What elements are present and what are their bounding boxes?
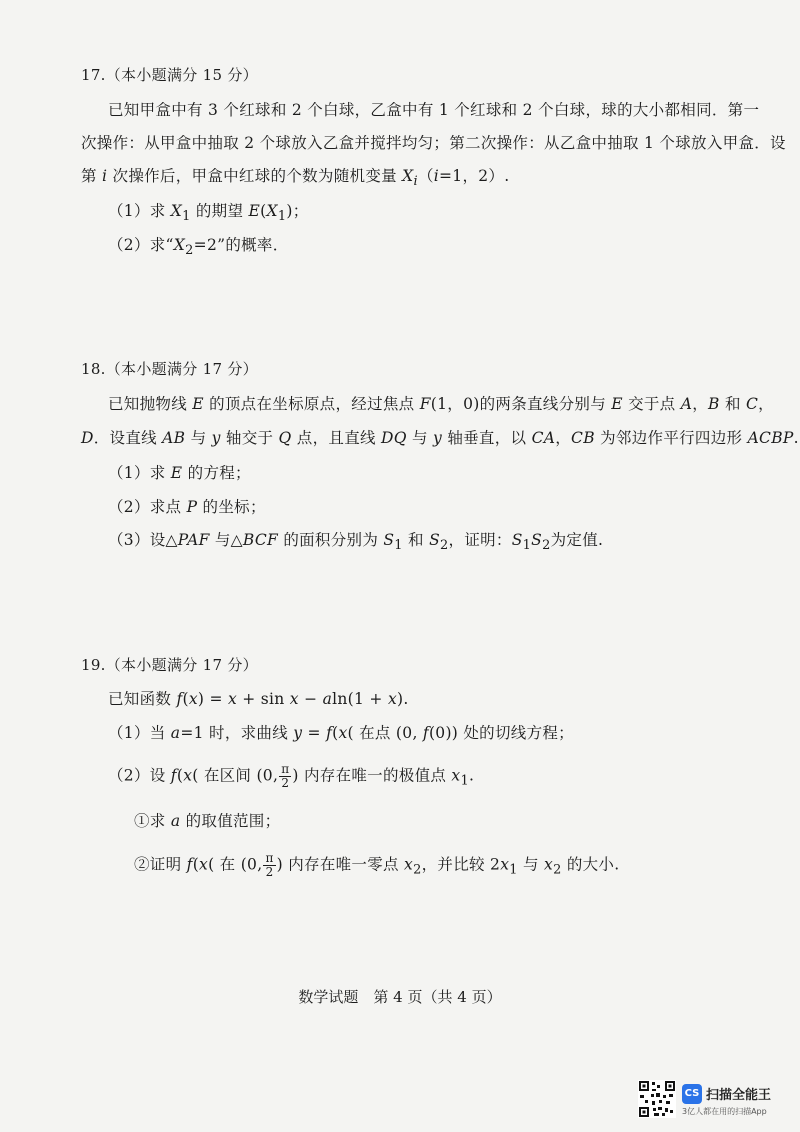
scanner-app-name: 扫描全能王 [706,1088,772,1103]
q19-sub2: ②证明 f(x( 在 (0, $\frac{\pi}{2}$ ) 内存在唯一零点 $x_2$，并比较 $2x_1$ 与 $x_2$ 的大小. [134,851,620,879]
q19-sub1: ①求 a 的取值范围； [134,812,281,830]
scanner-tagline: 3亿人都在用的扫描App [682,1107,767,1116]
q19-part2: （2）设 f(x( 在区间 (0, $\frac{\pi}{2}$ ) 内存在唯一的极值点 $x_1$. [108,762,475,790]
q19-line1: 已知函数 f(x) = x + sin x − aln(1 + x). [108,690,409,708]
q17-line3: 第 i 次操作后，甲盒中红球的个数为随机变量 $X_i(i=1$，2）. [81,167,510,190]
q17-part1: （1）求 $X_1$ 的期望 $E(X_1)$； [108,202,309,225]
scanner-watermark [638,1080,788,1120]
q18-line1: 已知抛物线 E 的顶点在坐标原点，经过焦点 F(1，0)的两条直线分别与 E 交于点 A，B 和 C， [108,395,774,413]
q18-part2: （2）求点 P 的坐标； [108,498,266,516]
q19-title: 19.（本小题满分 17 分） [81,656,258,674]
q18-part1: （1）求 E 的方程； [108,464,251,482]
q17-line2: 次操作：从甲盒中抽取 2 个球放入乙盒并搅拌均匀；第二次操作：从乙盒中抽取 1 个球放入甲盒．设 [81,134,786,152]
q18-title: 18.（本小题满分 17 分） [81,360,258,378]
qr-code-icon [638,1080,676,1118]
pi-over-two-fraction: $\frac{\pi}{2}$ [281,762,290,790]
q17-title: 17.（本小题满分 15 分） [81,66,258,84]
q17-part2: （2）求“$X_2=2$”的概率． [108,236,289,259]
pi-over-two-fraction: $\frac{\pi}{2}$ [265,851,274,879]
q18-line2: D．设直线 AB 与 y 轴交于 Q 点，且直线 DQ 与 y 轴垂直，以 CA，CB 为邻边作平行四边形 ACBP. [81,429,799,447]
q17-line1: 已知甲盒中有 3 个红球和 2 个白球，乙盒中有 1 个红球和 2 个白球，球的大小都相同．第一 [108,101,760,119]
q18-part3: （3）设△PAF 与△BCF 的面积分别为 $S_1$ 和 $S_2$，证明：$S_1S_2$为定值. [108,531,604,554]
page-footer: 数学试题 第 4 页（共 4 页） [298,988,502,1006]
camscanner-logo-icon: CS [682,1084,702,1104]
q19-part1: （1）当 a=1 时，求曲线 y = f(x( 在点 (0, f(0)) 处的切线方程； [108,724,574,742]
